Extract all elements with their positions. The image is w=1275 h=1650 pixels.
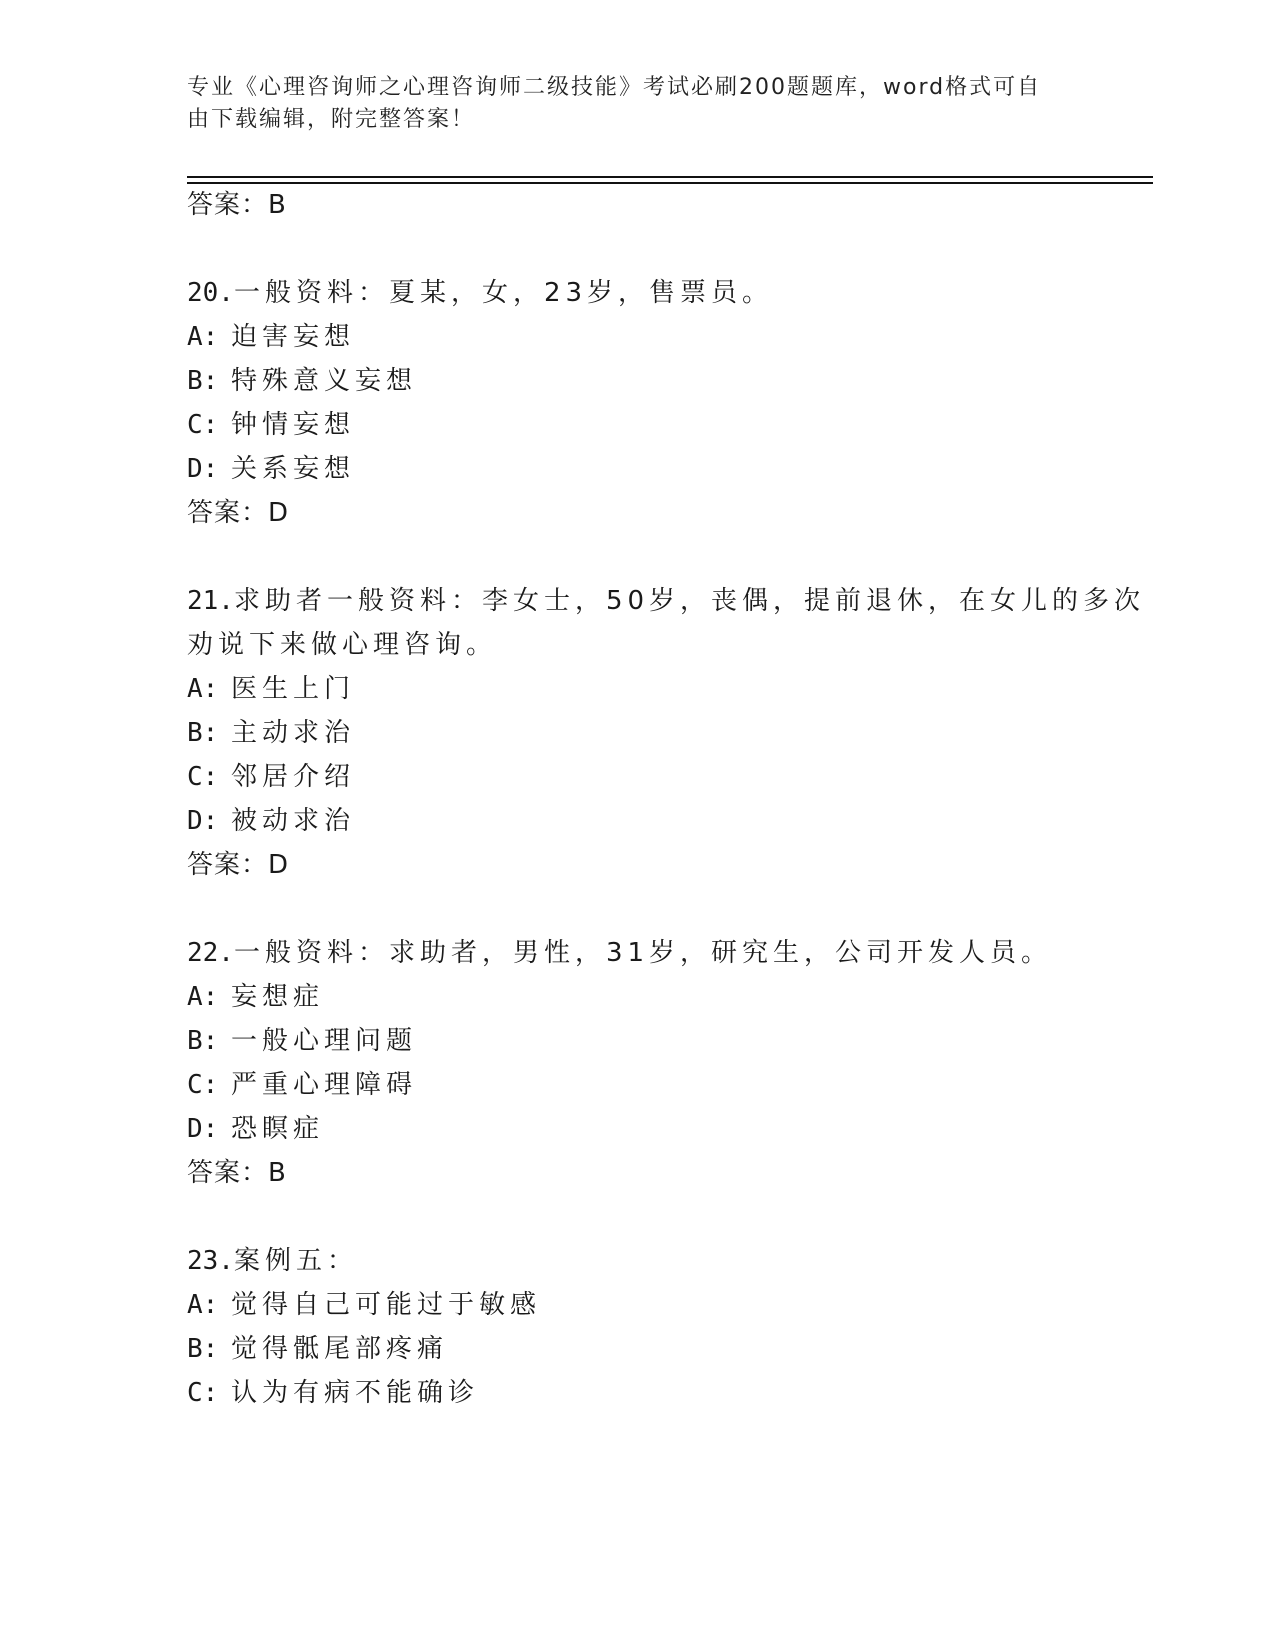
option-c (187, 760, 355, 794)
option-letter: C: (187, 410, 219, 440)
option-text: 认为有病不能确诊 (231, 1378, 480, 1408)
option-b (187, 1332, 448, 1366)
answer: 答案：B (187, 1158, 287, 1188)
option-letter: C: (187, 1070, 219, 1100)
question-text: 求助者一般资料：李女士，50岁，丧偶，提前退休，在女儿的多次 (233, 586, 1146, 616)
option-a (187, 672, 355, 706)
option-letter: A: (187, 322, 219, 352)
option-b (187, 716, 355, 750)
option-b (187, 364, 417, 398)
question-text: 一般资料：夏某，女，23岁，售票员。 (233, 278, 774, 308)
option-letter: B: (187, 366, 219, 396)
option-letter: D: (187, 454, 219, 484)
question-number: 23. (187, 1246, 234, 1276)
answer: 答案：D (187, 498, 290, 528)
header-rule-top (187, 176, 1153, 178)
option-text: 钟情妄想 (231, 410, 356, 440)
option-c (187, 1376, 479, 1410)
question-stem (187, 584, 1145, 618)
option-letter: C: (187, 1378, 219, 1408)
option-letter: A: (187, 1290, 219, 1320)
question-text: 案例五： (233, 1246, 358, 1276)
option-text: 被动求治 (231, 806, 356, 836)
option-text: 关系妄想 (231, 454, 356, 484)
option-text: 恐瞑症 (231, 1114, 325, 1144)
question-number: 20. (187, 278, 234, 308)
header-rule-bottom (187, 182, 1153, 184)
option-text: 医生上门 (231, 674, 356, 704)
option-text: 迫害妄想 (231, 322, 356, 352)
option-d (187, 452, 355, 486)
option-text: 主动求治 (231, 718, 356, 748)
option-text: 邻居介绍 (231, 762, 356, 792)
option-text: 严重心理障碍 (231, 1070, 418, 1100)
option-letter: A: (187, 674, 219, 704)
option-letter: A: (187, 982, 219, 1012)
question-stem (187, 936, 1052, 970)
option-b (187, 1024, 417, 1058)
option-letter: C: (187, 762, 219, 792)
option-text: 一般心理问题 (231, 1026, 418, 1056)
option-text: 觉得骶尾部疼痛 (231, 1334, 449, 1364)
question-number: 22. (187, 938, 234, 968)
option-c (187, 408, 355, 442)
option-letter: D: (187, 1114, 219, 1144)
question-number: 21. (187, 586, 234, 616)
answer-previous: 答案：B (187, 190, 287, 220)
option-a (187, 320, 355, 354)
header-line-2: 由下载编辑，附完整答案！ (187, 107, 476, 132)
option-a (187, 980, 324, 1014)
option-a (187, 1288, 541, 1322)
option-text: 特殊意义妄想 (231, 366, 418, 396)
question-stem (187, 276, 773, 310)
option-c (187, 1068, 417, 1102)
option-text: 觉得自己可能过于敏感 (231, 1290, 542, 1320)
option-letter: B: (187, 1026, 219, 1056)
option-letter: B: (187, 1334, 219, 1364)
option-text: 妄想症 (231, 982, 325, 1012)
option-d (187, 1112, 324, 1146)
option-letter: B: (187, 718, 219, 748)
question-text: 一般资料：求助者，男性，31岁，研究生，公司开发人员。 (233, 938, 1053, 968)
question-stem (187, 1244, 358, 1278)
header-text (187, 72, 1087, 136)
option-letter: D: (187, 806, 219, 836)
header-line-1: 专业《心理咨询师之心理咨询师二级技能》考试必刷200题题库，word格式可自 (187, 75, 1042, 100)
question-text-continued: 劝说下来做心理咨询。 (187, 630, 498, 660)
answer: 答案：D (187, 850, 290, 880)
option-d (187, 804, 355, 838)
